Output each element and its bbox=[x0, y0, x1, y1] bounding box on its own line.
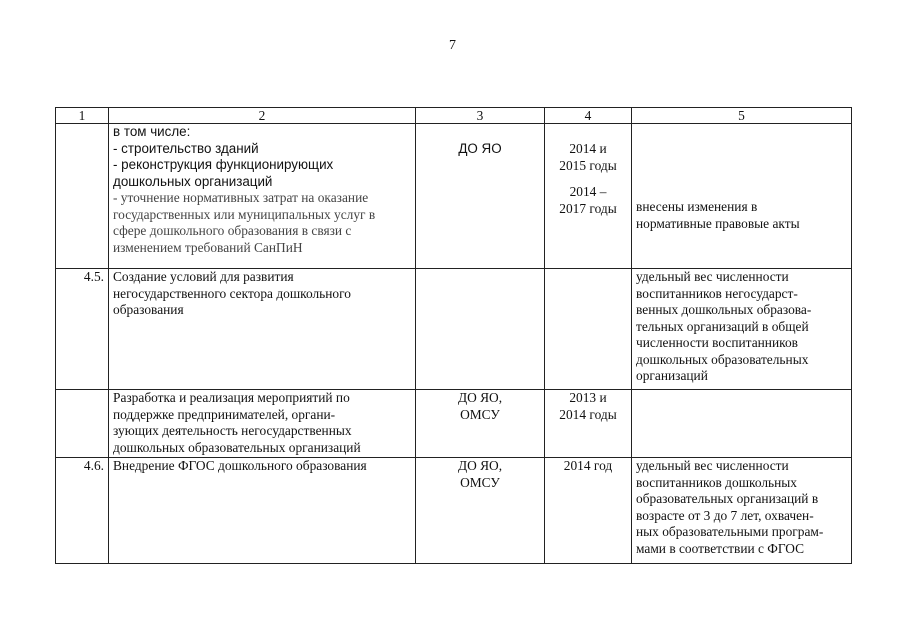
activity-line: в том числе: bbox=[113, 124, 191, 139]
row-number: 4.6. bbox=[56, 458, 109, 564]
activity-line: негосударственного сектора дошкольного bbox=[113, 285, 351, 301]
activity-line: Внедрение ФГОС дошкольного образования bbox=[113, 458, 367, 473]
result-line: удельный вес численности bbox=[636, 269, 789, 284]
responsible-cell bbox=[416, 390, 545, 458]
header-col-5: 5 bbox=[632, 108, 852, 124]
result-line: образовательных организаций в bbox=[636, 491, 819, 506]
period-line: 2015 годы bbox=[559, 157, 617, 173]
table-row bbox=[56, 458, 852, 564]
activity-line: сфере дошкольного образования в связи с bbox=[113, 223, 352, 238]
result-cell bbox=[632, 124, 852, 269]
result-line: мами в соответствии с ФГОС bbox=[636, 540, 805, 556]
result-line: внесены изменения в bbox=[636, 199, 758, 214]
period-line: 2013 и bbox=[569, 390, 607, 405]
activity-line: - уточнение нормативных затрат на оказание bbox=[113, 190, 369, 205]
activity-line: поддержке предпринимателей, органи- bbox=[113, 406, 336, 422]
result-line: возрасте от 3 до 7 лет, охвачен- bbox=[636, 507, 814, 523]
row-number: 4.5. bbox=[56, 269, 109, 390]
responsible-cell bbox=[416, 124, 545, 269]
period-line: 2014 годы bbox=[559, 406, 617, 422]
table-row bbox=[56, 390, 852, 458]
table-header-row bbox=[56, 108, 852, 124]
activity-cell bbox=[109, 269, 416, 390]
activity-line: государственных или муниципальных услуг в bbox=[113, 206, 376, 222]
activity-cell bbox=[109, 124, 416, 269]
responsible-cell bbox=[416, 269, 545, 390]
result-line: ных образовательными програм- bbox=[636, 524, 824, 539]
responsible-line: ОМСУ bbox=[460, 474, 500, 490]
result-line: воспитанников негосударст- bbox=[636, 285, 798, 301]
activity-line: дошкольных образовательных организаций bbox=[113, 439, 361, 455]
page-number: 7 bbox=[449, 38, 456, 53]
period-line: 2014 и bbox=[569, 141, 607, 156]
activity-line: изменением требований СанПиН bbox=[113, 239, 303, 255]
period-line: 2017 годы bbox=[559, 200, 617, 216]
header-col-1: 1 bbox=[56, 108, 109, 124]
responsible-line: ОМСУ bbox=[460, 406, 500, 422]
activity-line: - строительство зданий bbox=[113, 140, 259, 156]
activity-line: зующих деятельность негосударственных bbox=[113, 423, 352, 438]
result-cell bbox=[632, 390, 852, 458]
activity-line: - реконструкция функционирующих bbox=[113, 157, 334, 172]
period-cell bbox=[545, 124, 632, 269]
period-line: 2014 – bbox=[569, 184, 607, 199]
responsible-line: ДО ЯО, bbox=[457, 458, 503, 473]
header-col-4: 4 bbox=[545, 108, 632, 124]
activity-line: Разработка и реализация мероприятий по bbox=[113, 390, 350, 405]
activity-line: дошкольных организаций bbox=[113, 173, 273, 189]
table-row bbox=[56, 124, 852, 269]
period-line: 2014 год bbox=[563, 458, 613, 473]
result-line: нормативные правовые акты bbox=[636, 215, 800, 231]
result-cell bbox=[632, 458, 852, 564]
result-cell bbox=[632, 269, 852, 390]
result-line: численности воспитанников bbox=[636, 335, 798, 350]
activity-line: образования bbox=[113, 302, 184, 317]
responsible-cell bbox=[416, 458, 545, 564]
activity-cell bbox=[109, 458, 416, 564]
header-col-3: 3 bbox=[416, 108, 545, 124]
activity-cell bbox=[109, 390, 416, 458]
row-number bbox=[56, 124, 109, 269]
period-cell bbox=[545, 269, 632, 390]
plan-table bbox=[55, 107, 852, 564]
result-line: дошкольных образовательных bbox=[636, 351, 809, 367]
responsible-line: ДО ЯО, bbox=[457, 390, 503, 405]
result-line: тельных организаций в общей bbox=[636, 318, 809, 334]
result-line: воспитанников дошкольных bbox=[636, 474, 797, 490]
header-col-2: 2 bbox=[109, 108, 416, 124]
result-line: удельный вес численности bbox=[636, 458, 789, 473]
result-line: венных дошкольных образова- bbox=[636, 302, 812, 317]
period-cell bbox=[545, 390, 632, 458]
result-line: организаций bbox=[636, 368, 708, 383]
activity-line: Создание условий для развития bbox=[113, 269, 294, 284]
period-cell bbox=[545, 458, 632, 564]
table-row bbox=[56, 269, 852, 390]
responsible-line: ДО ЯО bbox=[458, 141, 502, 156]
row-number bbox=[56, 390, 109, 458]
